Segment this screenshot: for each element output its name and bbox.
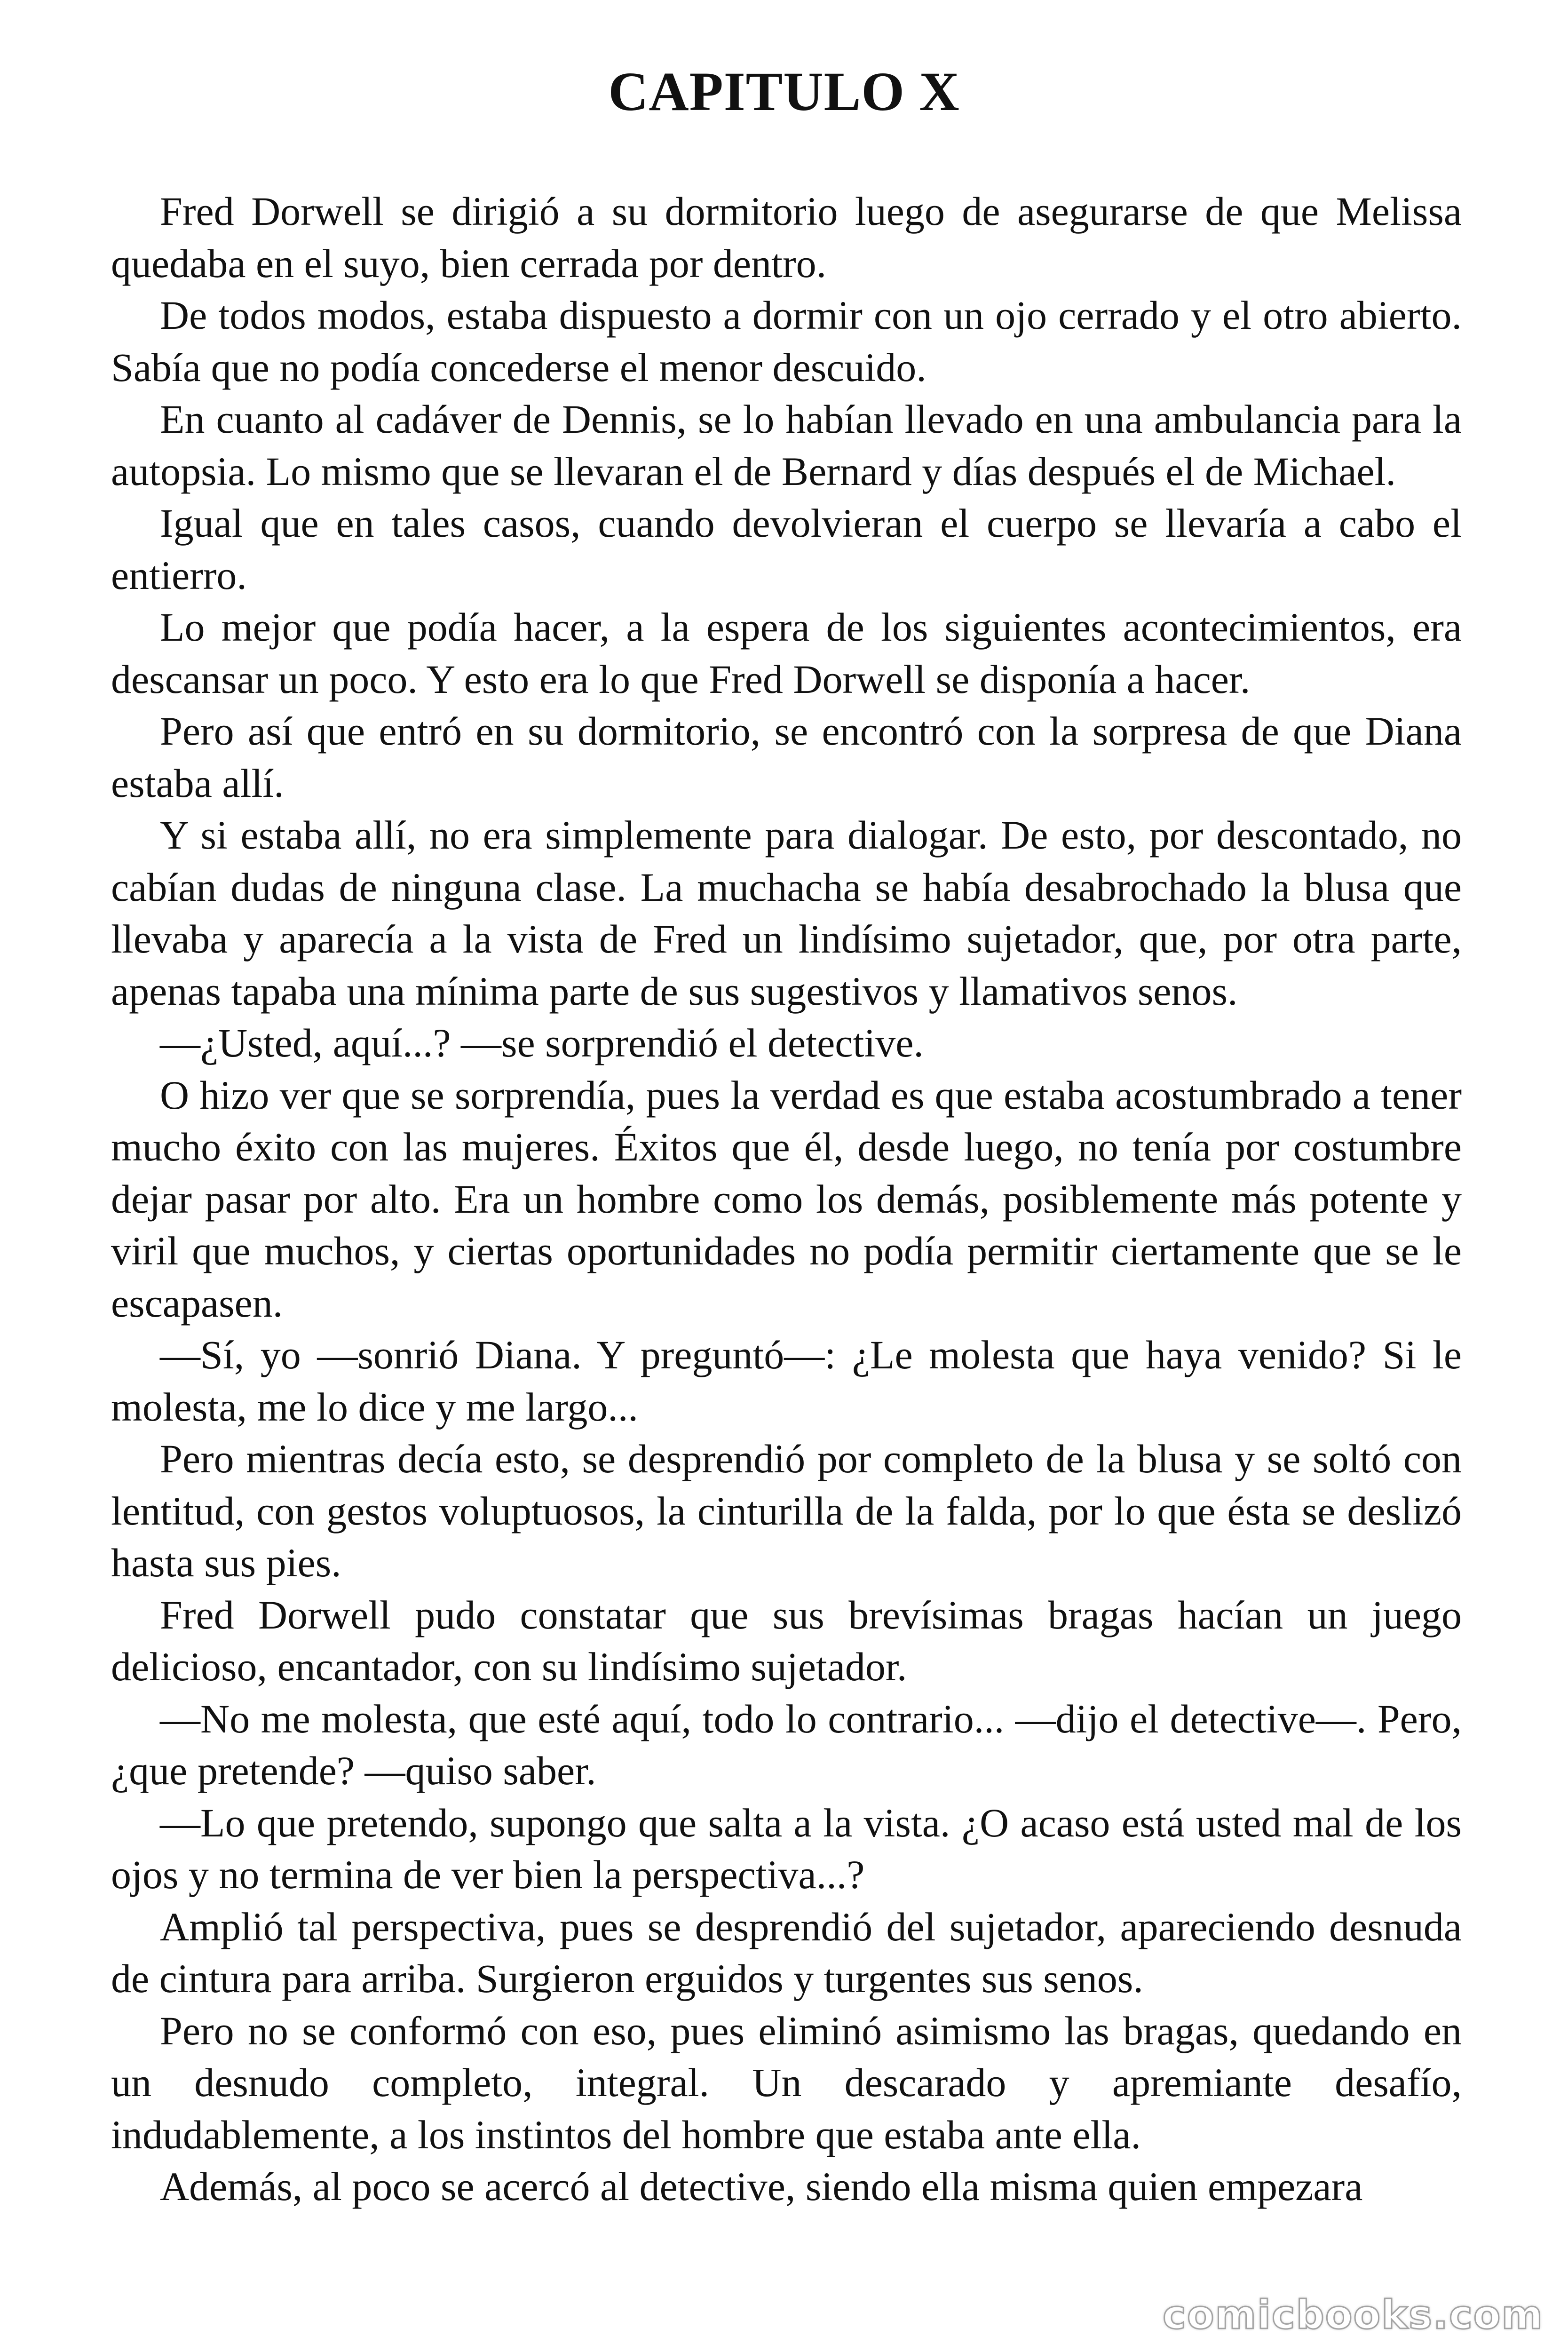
- paragraph: Amplió tal perspectiva, pues se desprendió del sujetador, apareciendo desnuda de cintura para arriba. Surgieron erguidos y turgentes sus senos.: [111, 1904, 1462, 2001]
- paragraph: Pero no se conformó con eso, pues eliminó asimismo las bragas, quedando en un desnudo completo, integral. Un descarado y apremiante desafío, indudablemente, a los instintos del hombre que estaba ante ella.: [111, 2008, 1462, 2157]
- chapter-body: [111, 185, 1462, 2352]
- chapter-title: CAPITULO X: [608, 61, 960, 122]
- paragraph: Además, al poco se acercó al detective, siendo ella misma quien empezara: [160, 2164, 1363, 2209]
- paragraph: O hizo ver que se sorprendía, pues la verdad es que estaba acostumbrado a tener mucho éxito con las mujeres. Éxitos que él, desde luego, no tenía por costumbre dejar pasar por alto. Era un hombre como los demás, posiblemente más potente y viril que muchos, y ciertas oportunidades no podía permitir ciertamente que se le escapasen.: [111, 1072, 1462, 1326]
- paragraph: —No me molesta, que esté aquí, todo lo contrario... —dijo el detective—. Pero, ¿que pretende? —quiso saber.: [111, 1696, 1462, 1793]
- paragraph: Fred Dorwell pudo constatar que sus brevísimas bragas hacían un juego delicioso, encantador, con su lindísimo sujetador.: [111, 1592, 1462, 1689]
- paragraph: —Sí, yo —sonrió Diana. Y preguntó—: ¿Le molesta que haya venido? Si le molesta, me lo dice y me largo...: [111, 1332, 1462, 1430]
- paragraph: —Lo que pretendo, supongo que salta a la vista. ¿O acaso está usted mal de los ojos y no termina de ver bien la perspectiva...?: [111, 1800, 1462, 1897]
- watermark: comicbooks.com: [1163, 2292, 1544, 2338]
- paragraph: Y si estaba allí, no era simplemente para dialogar. De esto, por descontado, no cabían dudas de ninguna clase. La muchacha se había desabrochado la blusa que llevaba y aparecía a la vista de Fred un lindísimo sujetador, que, por otra parte, apenas tapaba una mínima parte de sus sugestivos y llamativos senos.: [111, 812, 1462, 1014]
- paragraph: Pero mientras decía esto, se desprendió por completo de la blusa y se soltó con lentitud, con gestos voluptuosos, la cinturilla de la falda, por lo que ésta se deslizó hasta sus pies.: [111, 1436, 1462, 1585]
- paragraph: Pero así que entró en su dormitorio, se encontró con la sorpresa de que Diana estaba allí.: [111, 708, 1462, 806]
- paragraph: —¿Usted, aquí...? —se sorprendió el detective.: [160, 1020, 924, 1065]
- paragraph: Fred Dorwell se dirigió a su dormitorio luego de asegurarse de que Melissa quedaba en el suyo, bien cerrada por dentro.: [111, 189, 1462, 286]
- paragraph: De todos modos, estaba dispuesto a dormir con un ojo cerrado y el otro abierto. Sabía que no podía concederse el menor descuido.: [111, 293, 1462, 390]
- paragraph: Lo mejor que podía hacer, a la espera de los siguientes acontecimientos, era descansar un poco. Y esto era lo que Fred Dorwell se disponía a hacer.: [111, 604, 1462, 702]
- paragraph: Igual que en tales casos, cuando devolvieran el cuerpo se llevaría a cabo el entierro.: [111, 501, 1462, 598]
- paragraph: En cuanto al cadáver de Dennis, se lo habían llevado en una ambulancia para la autopsia. Lo mismo que se llevaran el de Bernard y días después el de Michael.: [111, 397, 1462, 494]
